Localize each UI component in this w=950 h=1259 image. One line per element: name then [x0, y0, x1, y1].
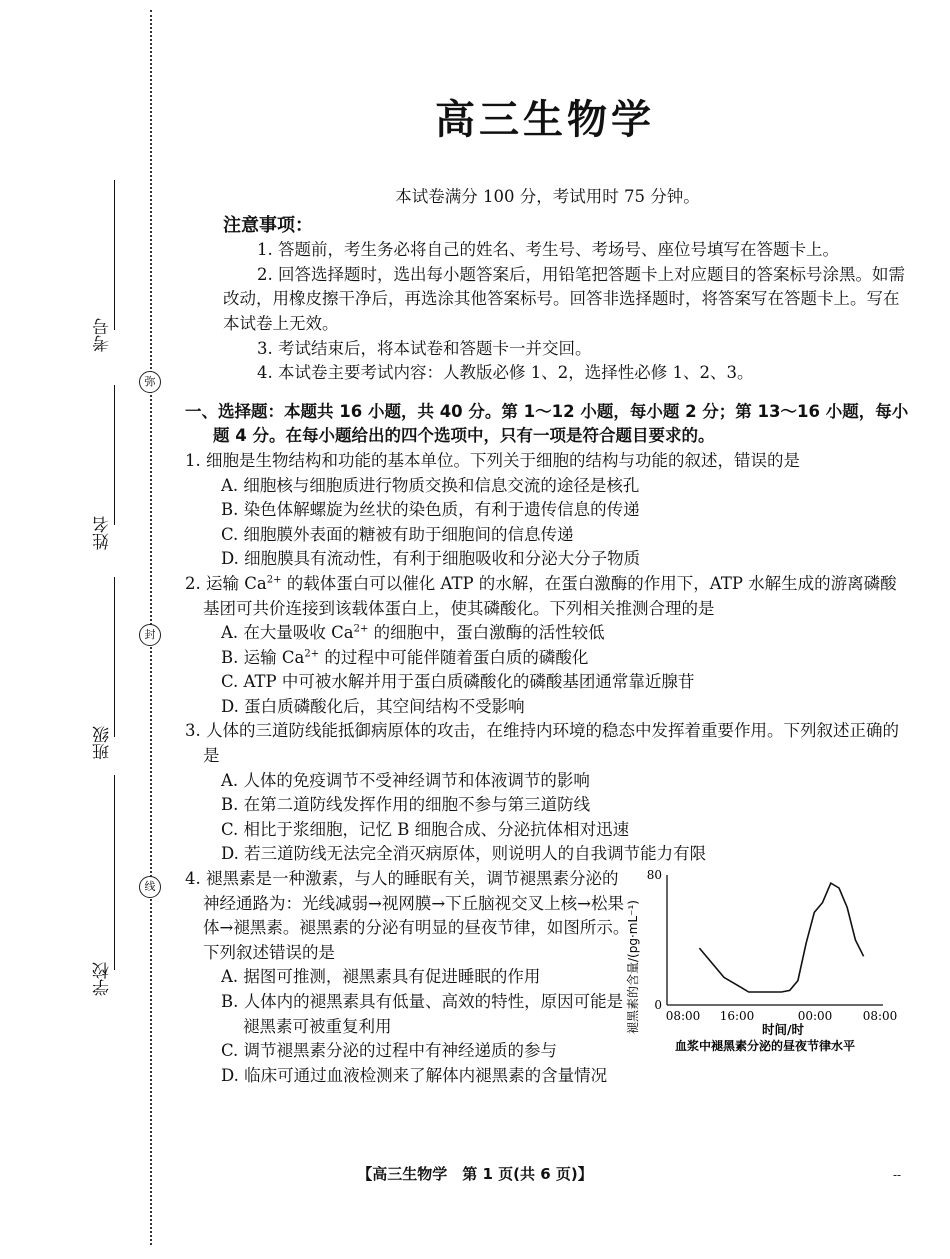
corner-mark: -- [893, 1168, 902, 1182]
section-heading: 一、选择题：本题共 16 小题，共 40 分。第 1～12 小题，每小题 2 分；第 13～16 小题，每小题 4 分。在每小题给出的四个选项中，只有一项是符合题目要求的。 [185, 401, 909, 446]
question-2-stem: 2. 运输 $Ca^{2+}$ 的载体蛋白可以催化 ATP 的水解，在蛋白激酶的作用下，ATP 水解生成的游离磷酸基团可共价连接到该载体蛋白上，使其磷酸化。下列相关推测合理的是 [185, 573, 897, 618]
question-3-option-b: B. 在第二道防线发挥作用的细胞不参与第三道防线 [221, 795, 591, 815]
notes-heading: 注意事项： [223, 214, 313, 236]
page-title: 高三生物学 [435, 97, 655, 143]
question-1-option-a: A. 细胞核与细胞质进行物质交换和信息交流的途径是核孔 [221, 475, 640, 495]
name-fill-line[interactable] [114, 385, 115, 525]
question-4-option-c: C. 调节褪黑素分泌的过程中有神经递质的参与 [221, 1041, 558, 1061]
question-3-stem: 3. 人体的三道防线能抵御病原体的攻击，在维持内环境的稳态中发挥着重要作用。下列叙述正确的是 [185, 721, 899, 766]
question-1-option-b: B. 染色体解螺旋为丝状的染色质，有利于遗传信息的传递 [221, 500, 640, 520]
question-2-option-c: C. ATP 中可被水解并用于蛋白质磷酸化的磷酸基团通常靠近腺苷 [221, 672, 695, 692]
note-item: 4. 本试卷主要考试内容：人教版必修 1、2，选择性必修 1、2、3。 [257, 363, 754, 383]
chart-x-tick: 16:00 [719, 1009, 755, 1024]
question-3-option-d: D. 若三道防线无法完全消灭病原体，则说明人的自我调节能力有限 [221, 844, 707, 864]
question-4-option-b: B. 人体内的褪黑素具有低量、高效的特性，原因可能是 [221, 992, 624, 1011]
question-1-option-c: C. 细胞膜外表面的糖被有助于细胞间的信息传递 [221, 524, 574, 544]
school-fill-line[interactable] [114, 775, 115, 970]
question-3-option-c: C. 相比于浆细胞，记忆 B 细胞合成、分泌抗体相对迅速 [221, 819, 630, 839]
seal-feng: 封 [139, 624, 161, 646]
chart-series-line [699, 883, 863, 992]
page-footer: 【高三生物学 第 1 页(共 6 页)】 [357, 1165, 593, 1183]
chart-y-tick: 80 [646, 868, 662, 883]
question-2-option-b: B. 运输 $Ca^{2+}$ 的过程中可能伴随着蛋白质的磷酸化 [221, 647, 589, 667]
class-label: 班级 [93, 726, 113, 760]
question-4-option-d: D. 临床可通过血液检测来了解体内褪黑素的含量情况 [221, 1065, 608, 1085]
note-item: 3. 考试结束后，将本试卷和答题卡一并交回。 [257, 338, 592, 358]
question-3-option-a: A. 人体的免疫调节不受神经调节和体液调节的影响 [221, 770, 590, 790]
exam-number-label: 考号 [93, 318, 113, 352]
name-label: 姓名 [93, 516, 113, 550]
exam-number-fill-line[interactable] [114, 180, 115, 330]
chart-x-tick: 08:00 [862, 1009, 898, 1024]
question-1-option-d: D. 细胞膜具有流动性，有利于细胞吸收和分泌大分子物质 [221, 549, 641, 569]
question-2-option-d: D. 蛋白质磷酸化后，其空间结构不受影响 [221, 696, 525, 716]
question-4-option-a: A. 据图可推测，褪黑素具有促进睡眠的作用 [221, 967, 541, 987]
chart-y-label: 褪黑素的含量/(pg·mL⁻¹) [626, 900, 640, 1035]
note-item: 1. 答题前，考生务必将自己的姓名、考生号、考场号、座位号填写在答题卡上。 [257, 240, 839, 260]
class-fill-line[interactable] [114, 577, 115, 737]
question-4-stem: 4. 褪黑素是一种激素，与人的睡眠有关，调节褪黑素分泌的神经通路为：光线减弱→视网膜→下丘脑视交叉上核→松果体→褪黑素。褪黑素的分泌有明显的昼夜节律，如图所示。下列叙述错误的是 [185, 869, 630, 962]
chart-x-tick: 08:00 [665, 1009, 701, 1024]
school-label: 学校 [93, 962, 113, 996]
seal-mi: 弥 [139, 371, 161, 393]
seal-xian: 线 [139, 876, 161, 898]
chart-caption: 血浆中褪黑素分泌的昼夜节律水平 [674, 1039, 856, 1054]
question-1-stem: 1. 细胞是生物结构和功能的基本单位。下列关于细胞的结构与功能的叙述，错误的是 [185, 450, 800, 470]
chart-y-tick: 0 [654, 998, 662, 1013]
note-item: 2. 回答选择题时，选出每小题答案后，用铅笔把答题卡上对应题目的答案标号涂黑。如需改动，用橡皮擦干净后，再选涂其他答案标号。回答非选择题时，将答案写在答题卡上。写在本试卷上无效。 [223, 264, 905, 333]
chart-x-tick: 00:00 [797, 1009, 833, 1024]
chart-x-label: 时间/时 [761, 1022, 805, 1038]
question-4-option-b-continued: 褪黑素可被重复利用 [243, 1016, 392, 1036]
exam-content [185, 185, 910, 1088]
question-4 [185, 867, 910, 1088]
exam-info: 本试卷满分 100 分，考试用时 75 分钟。 [395, 187, 700, 206]
question-2-option-a: A. 在大量吸收 $Ca^{2+}$ 的细胞中，蛋白激酶的活性较低 [221, 623, 605, 643]
melatonin-chart [625, 867, 910, 1055]
